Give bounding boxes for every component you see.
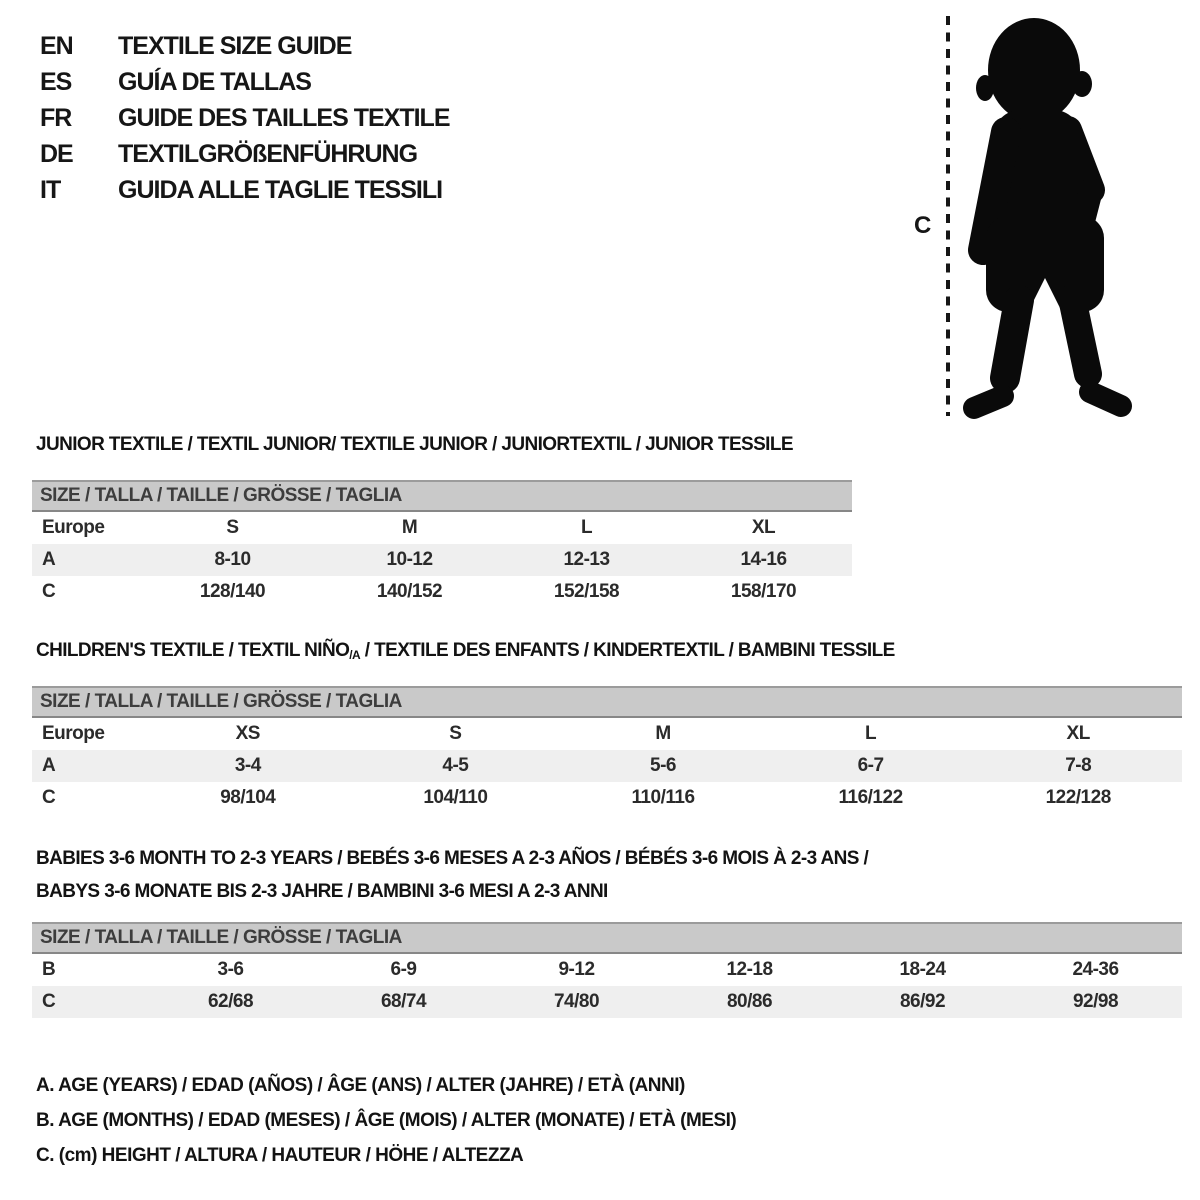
table-cell: 68/74 <box>380 991 427 1012</box>
language-code: DE <box>40 139 73 168</box>
children-age-row <box>32 750 1182 782</box>
table-cell: 12-18 <box>726 959 773 980</box>
table-cell: 7-8 <box>1065 755 1092 776</box>
children-size-table <box>32 686 1182 814</box>
table-cell: 3-6 <box>217 959 244 980</box>
table-cell: S <box>226 517 239 538</box>
table-cell: 92/98 <box>1072 991 1119 1012</box>
table-cell: 152/158 <box>553 581 620 602</box>
language-row-de <box>40 136 450 172</box>
table-cell: 98/104 <box>220 787 276 808</box>
children-title-prefix: CHILDREN'S TEXTILE / TEXTIL NIÑO <box>36 640 350 661</box>
row-label: C <box>42 787 56 808</box>
junior-size-table <box>32 480 852 608</box>
table-cell: 86/92 <box>899 991 946 1012</box>
language-code: EN <box>40 31 73 60</box>
table-cell: 140/152 <box>376 581 443 602</box>
table-cell: M <box>655 723 671 744</box>
language-code: IT <box>40 175 61 204</box>
row-label: A <box>42 755 56 776</box>
height-measure-figure <box>900 0 1160 430</box>
language-title-list <box>40 28 450 208</box>
table-cell: 158/170 <box>730 581 797 602</box>
children-height-row <box>32 782 1182 814</box>
table-cell: 74/80 <box>553 991 600 1012</box>
footnote-age-years: A. AGE (YEARS) / EDAD (AÑOS) / ÂGE (ANS) / ALTER (JAHRE) / ETÀ (ANNI) <box>36 1074 685 1096</box>
babies-section-title-line2: BABYS 3-6 MONATE BIS 2-3 JAHRE / BAMBINI 3-6 MESI A 2-3 ANNI <box>36 881 608 902</box>
children-europe-row <box>32 718 1182 750</box>
table-cell: 110/116 <box>631 787 695 808</box>
page-title-de: TEXTILGRÖßENFÜHRUNG <box>118 139 418 168</box>
children-section-title <box>36 640 895 662</box>
table-cell: 14-16 <box>740 549 787 570</box>
table-cell: 122/128 <box>1045 787 1111 808</box>
toddler-silhouette-icon <box>956 12 1146 422</box>
table-cell: 6-9 <box>390 959 417 980</box>
junior-size-header-bar: SIZE / TALLA / TAILLE / GRÖSSE / TAGLIA <box>32 480 852 512</box>
table-cell: 62/68 <box>207 991 254 1012</box>
table-cell: 24-36 <box>1072 959 1119 980</box>
children-title-suffix: / TEXTILE DES ENFANTS / KINDERTEXTIL / BAMBINI TESSILE <box>360 640 895 661</box>
babies-age-months-row <box>32 954 1182 986</box>
table-cell: 8-10 <box>214 549 251 570</box>
table-cell: 104/110 <box>423 787 488 808</box>
table-cell: 116/122 <box>838 787 903 808</box>
language-row-it <box>40 172 450 208</box>
junior-age-row <box>32 544 852 576</box>
language-code: FR <box>40 103 72 132</box>
babies-size-header-bar: SIZE / TALLA / TAILLE / GRÖSSE / TAGLIA <box>32 922 1182 954</box>
junior-section-title: JUNIOR TEXTILE / TEXTIL JUNIOR/ TEXTILE JUNIOR / JUNIORTEXTIL / JUNIOR TESSILE <box>36 434 793 455</box>
legend-footnotes <box>36 1068 736 1173</box>
table-cell: 5-6 <box>650 755 676 776</box>
junior-europe-row <box>32 512 852 544</box>
row-label: C <box>42 581 56 602</box>
table-cell: 18-24 <box>899 959 946 980</box>
language-code: ES <box>40 67 72 96</box>
footnote-height-cm: C. (cm) HEIGHT / ALTURA / HAUTEUR / HÖHE / ALTEZZA <box>36 1144 524 1166</box>
table-cell: 10-12 <box>386 549 433 570</box>
table-cell: L <box>580 517 593 538</box>
babies-height-row <box>32 986 1182 1018</box>
table-cell: 128/140 <box>199 581 266 602</box>
page-title-en: TEXTILE SIZE GUIDE <box>118 31 352 60</box>
junior-height-row <box>32 576 852 608</box>
page-title-it: GUIDA ALLE TAGLIE TESSILI <box>118 175 443 204</box>
table-cell: 3-4 <box>234 755 261 776</box>
table-cell: L <box>865 723 877 744</box>
table-cell: 80/86 <box>726 991 773 1012</box>
height-measure-label: C <box>914 212 932 239</box>
page-title-es: GUÍA DE TALLAS <box>118 67 311 96</box>
children-size-header-bar: SIZE / TALLA / TAILLE / GRÖSSE / TAGLIA <box>32 686 1182 718</box>
page-title-fr: GUIDE DES TAILLES TEXTILE <box>118 103 450 132</box>
language-row-fr <box>40 100 450 136</box>
table-cell: 6-7 <box>857 755 884 776</box>
table-cell: M <box>401 517 418 538</box>
language-row-en <box>40 28 450 64</box>
dashed-height-line <box>944 16 952 416</box>
table-cell: 9-12 <box>558 959 595 980</box>
table-cell: 4-5 <box>442 755 469 776</box>
language-row-es <box>40 64 450 100</box>
table-cell: S <box>449 723 462 744</box>
table-cell: 12-13 <box>563 549 610 570</box>
row-label: Europe <box>42 723 105 744</box>
row-label: C <box>42 991 56 1012</box>
row-label: Europe <box>42 517 105 538</box>
row-label: A <box>42 549 56 570</box>
table-cell: XS <box>235 723 260 744</box>
babies-section-title-line1: BABIES 3-6 MONTH TO 2-3 YEARS / BEBÉS 3-6 MESES A 2-3 AÑOS / BÉBÉS 3-6 MOIS À 2-3 ANS / <box>36 848 869 869</box>
babies-size-table <box>32 922 1182 1018</box>
table-cell: XL <box>751 517 776 538</box>
footnote-age-months: B. AGE (MONTHS) / EDAD (MESES) / ÂGE (MOIS) / ALTER (MONATE) / ETÀ (MESI) <box>36 1109 737 1131</box>
children-title-subscript: /A <box>349 648 361 662</box>
table-cell: XL <box>1066 723 1090 744</box>
row-label: B <box>42 959 56 980</box>
